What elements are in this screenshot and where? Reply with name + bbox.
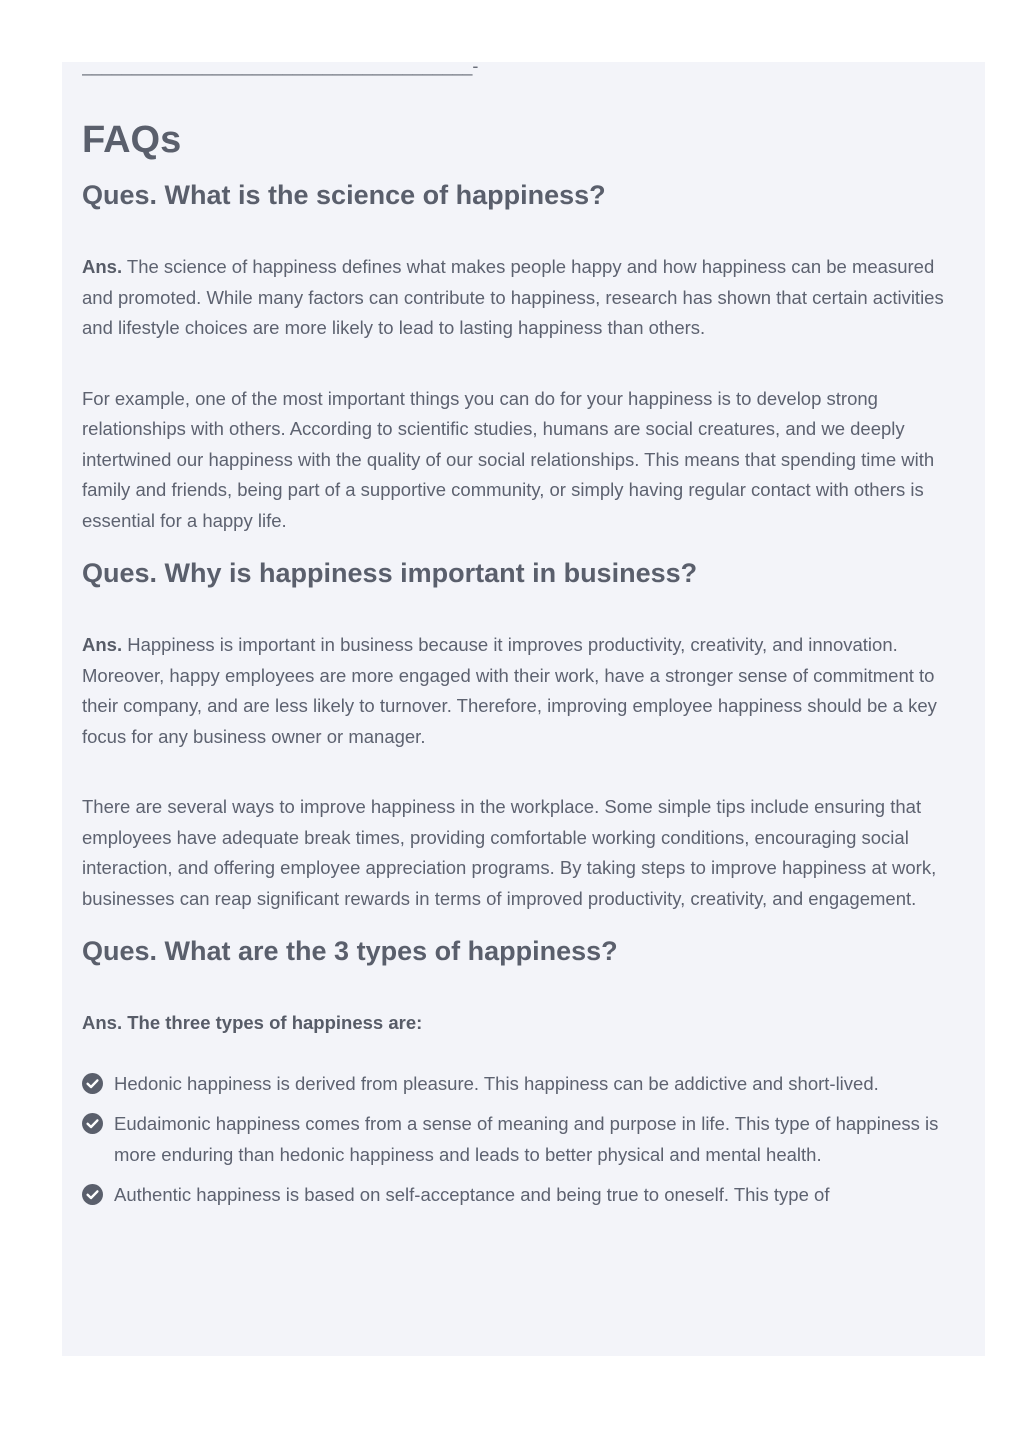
faq-content: [82, 62, 967, 1221]
answer-paragraph-business: [82, 630, 967, 752]
question-heading-business: Ques. Why is happiness important in business?: [82, 558, 698, 588]
check-circle-icon: [82, 1073, 103, 1094]
answer-paragraph-science-2: For example, one of the most important things you can do for your happiness is to develop strong relationships with others. According to scientific studies, humans are social creatures, and we deeply intertwined our happiness with the quality of our social relationships. This means that spending time with family and friends, being part of a supportive community, or simply having regular contact with others is essential for a happy life.: [82, 387, 935, 531]
list-item-text: Authentic happiness is based on self-acceptance and being true to oneself. This type of: [114, 1184, 830, 1205]
question-heading-science: Ques. What is the science of happiness?: [82, 180, 606, 210]
faq-panel: [62, 62, 985, 1356]
answer-paragraph-business-2: There are several ways to improve happiness in the workplace. Some simple tips include ensuring that employees have adequate break times, providing comfortable working conditions, encouraging social interaction, and offering employee appreciation programs. By taking steps to improve happiness at work, businesses can reap significant rewards in terms of improved productivity, creativity, and engagement.: [82, 796, 937, 909]
list-item: [82, 1069, 967, 1100]
answer-text: The science of happiness defines what makes people happy and how happiness can be measured and promoted. While many factors can contribute to happiness, research has shown that certain activities and lifestyle choices are more likely to lead to lasting happiness than others.: [82, 256, 944, 338]
list-item-text: Eudaimonic happiness comes from a sense of meaning and purpose in life. This type of happiness is more enduring than hedonic happiness and leads to better physical and mental health.: [114, 1113, 939, 1165]
question-heading-types: Ques. What are the 3 types of happiness?: [82, 936, 618, 966]
check-circle-icon: [82, 1113, 103, 1134]
happiness-types-list: [82, 1069, 967, 1211]
list-item: [82, 1109, 967, 1170]
answer-intro-types: Ans. The three types of happiness are:: [82, 1012, 423, 1033]
answer-label: Ans.: [82, 256, 123, 277]
answer-paragraph-science: [82, 252, 967, 344]
answer-label: Ans.: [82, 634, 123, 655]
list-item: [82, 1180, 967, 1211]
separator-line: _______________________________________-: [82, 62, 479, 76]
faqs-title: FAQs: [82, 119, 182, 161]
answer-text: Happiness is important in business because it improves productivity, creativity, and innovation. Moreover, happy employees are more engaged with their work, have a stronger sense of commitment to their company, and are less likely to turnover. Therefore, improving employee happiness should be a key focus for any business owner or manager.: [82, 634, 937, 747]
list-item-text: Hedonic happiness is derived from pleasure. This happiness can be addictive and short-lived.: [114, 1072, 879, 1094]
check-circle-icon: [82, 1184, 103, 1205]
